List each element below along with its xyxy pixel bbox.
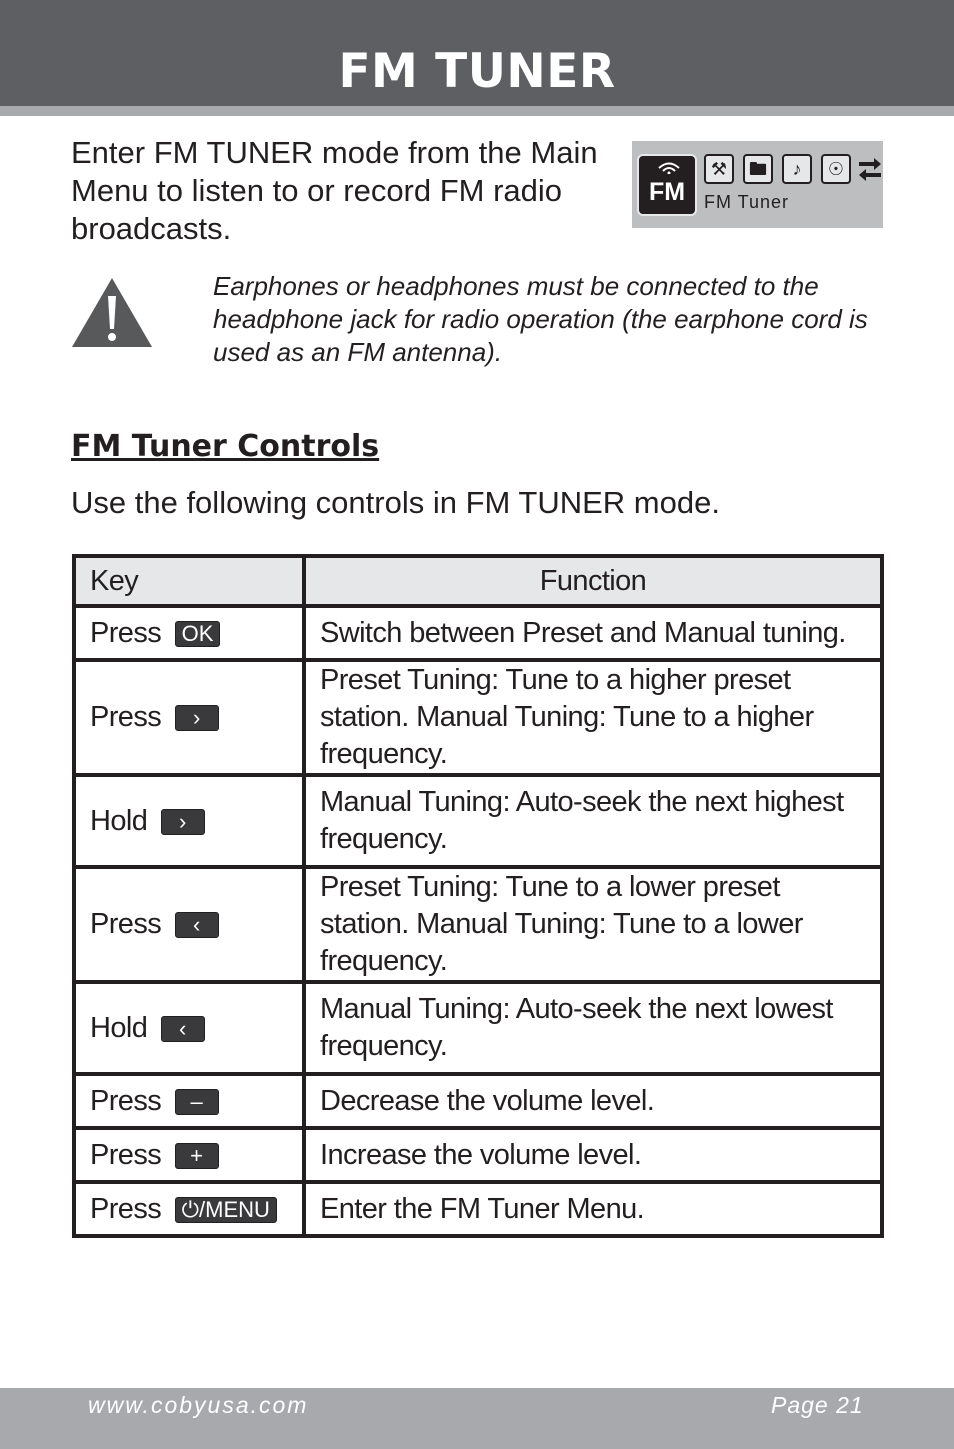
key-action: Press [90, 616, 162, 649]
music-note-icon: ♪ [782, 154, 812, 184]
key-cell [74, 867, 304, 982]
warning-note: Earphones or headphones must be connected to the headphone jack for radio operation (the earphone cord is used as an FM antenna). [213, 271, 868, 367]
broadcast-waves-icon [656, 160, 682, 174]
function-cell: Increase the volume level. [304, 1128, 882, 1182]
tools-icon: ⚒ [704, 154, 734, 184]
right-arrow-icon: › [161, 809, 205, 835]
table-row [74, 1074, 882, 1128]
key-cell [74, 1182, 304, 1236]
key-cell [74, 775, 304, 867]
key-cell [74, 606, 304, 660]
function-cell: Preset Tuning: Tune to a higher preset station. Manual Tuning: Tune to a higher frequency. [304, 660, 882, 775]
key-action: Press [90, 1138, 162, 1171]
table-row [74, 1182, 882, 1236]
key-action: Press [90, 1084, 162, 1117]
header-stripe [0, 106, 954, 116]
function-cell: Enter the FM Tuner Menu. [304, 1182, 882, 1236]
table-row [74, 1128, 882, 1182]
table-row [74, 660, 882, 775]
page-number: Page 21 [771, 1392, 864, 1418]
key-cell [74, 1074, 304, 1128]
fm-tuner-label: FM Tuner [704, 192, 790, 212]
key-cell [74, 982, 304, 1074]
key-action: Press [90, 701, 162, 733]
power-menu-key [175, 1197, 277, 1223]
header-key: Key [74, 556, 304, 606]
table-row [74, 867, 882, 982]
left-arrow-icon: ‹ [161, 1016, 205, 1042]
table-row [74, 982, 882, 1074]
swap-arrows-icon [858, 154, 882, 184]
function-cell: Switch between Preset and Manual tuning. [304, 606, 882, 660]
key-cell [74, 1128, 304, 1182]
table-row [74, 775, 882, 867]
function-cell: Manual Tuning: Auto-seek the next highest frequency. [304, 775, 882, 867]
function-cell: Preset Tuning: Tune to a lower preset station. Manual Tuning: Tune to a lower frequency. [304, 867, 882, 982]
minus-key-icon: – [175, 1089, 219, 1115]
menu-key-label: /MENU [199, 1196, 270, 1222]
table-header-row [74, 556, 882, 606]
controls-table [72, 554, 884, 1238]
page-title: FM TUNER [338, 44, 616, 99]
power-icon: ⏻ [181, 1196, 200, 1222]
key-action: Press [90, 908, 162, 940]
table-row [74, 606, 882, 660]
fm-icon [637, 154, 697, 216]
key-action: Hold [90, 804, 148, 837]
microphone-icon: ☉ [821, 154, 851, 184]
folder-icon: 🖿 [743, 154, 773, 184]
function-cell: Decrease the volume level. [304, 1074, 882, 1128]
section-lead: Use the following controls in FM TUNER mode. [71, 485, 720, 520]
header-function: Function [304, 556, 882, 606]
key-cell [74, 660, 304, 775]
fm-badge-text: FM [648, 178, 686, 206]
right-arrow-icon: › [175, 705, 219, 731]
function-cell: Manual Tuning: Auto-seek the next lowest frequency. [304, 982, 882, 1074]
warning-triangle-icon [71, 276, 153, 348]
ok-key-icon: OK [175, 621, 221, 647]
section-heading: FM Tuner Controls [71, 429, 380, 464]
intro-paragraph: Enter FM TUNER mode from the Main Menu to listen to or record FM radio broadcasts. [71, 135, 598, 246]
plus-key-icon: + [175, 1143, 219, 1169]
key-action: Press [90, 1192, 162, 1225]
left-arrow-icon: ‹ [175, 912, 219, 938]
key-action: Hold [90, 1011, 148, 1044]
footer-url: www.cobyusa.com [88, 1392, 309, 1418]
